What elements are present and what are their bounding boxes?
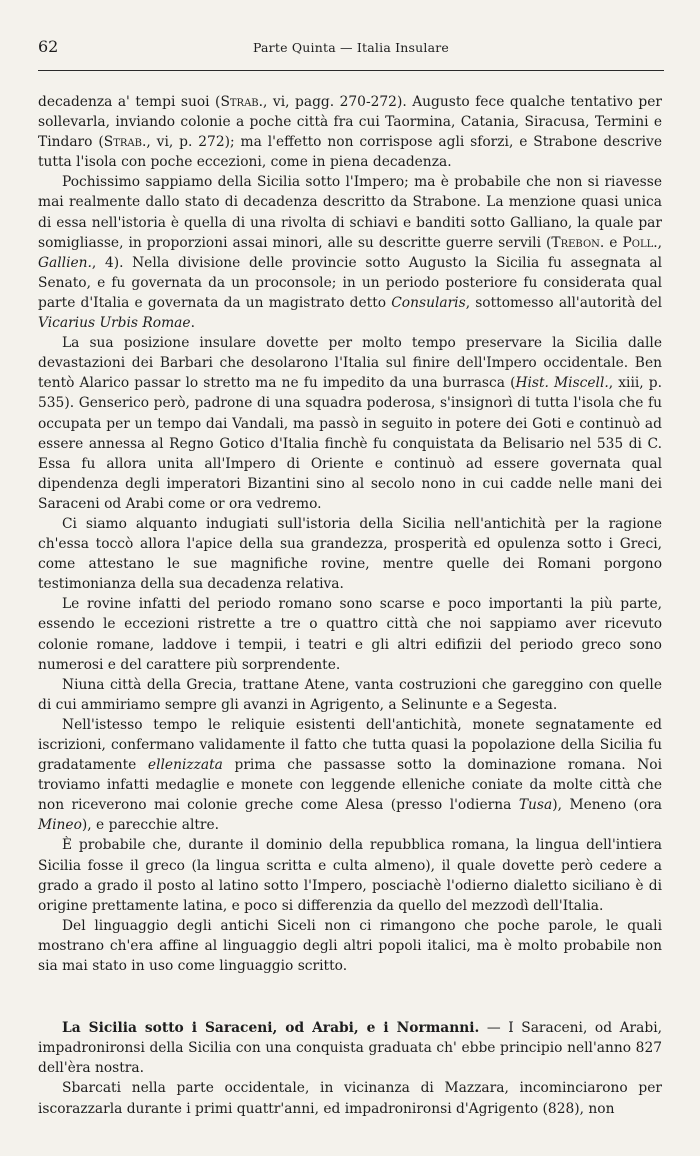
paragraph (38, 514, 662, 594)
page-number: 62 (38, 37, 59, 56)
text-run: prima che passasse sotto la dominazione romana. Noi troviamo infatti medaglie e monete con leggende elleniche coniate da molte città che non riceverono mai colonie greche come Alesa (presso l'odierna (38, 757, 663, 814)
text-run: Mineo (38, 817, 82, 834)
text-run: e (604, 234, 623, 251)
text-run: , xiii, p. 535). Genserico però, padrone di una squadra poderosa, s'insignorì di tutta l'isola che fu occupata per un tempo dai Vandali, ma passò in seguito in potere dei Goti e continuò ad essere annessa al Regno Gotico d'Italia finchè fu conquistata da Belisario nel 535 di C. Essa fu allora unita all'Impero di Oriente e continuò ad essere governata qual dipendenza degli imperatori Bizantini sino al secolo nono in cui cadde nelle mani dei Saraceni od Arabi come or ora vedremo. (38, 375, 662, 512)
text-run: Ci siamo alquanto indugiati sull'istoria della Sicilia nell'antichità per la ragione ch'essa toccò allora l'apice della sua grandezza, prosperità ed opulenza sotto i Greci, come attestano le sue magnifiche rovine, mentre quelle dei Romani porgono testimonianza della sua decadenza relativa. (38, 515, 662, 593)
text-run: Pochissimo sappiamo della Sicilia sotto l'Impero; ma è probabile che non si riavesse mai realmente dallo stato di decadenza descritto da Strabone. La menzione quasi unica di essa nell'istoria è quella di una rivolta di schiavi e banditi sotto Galliano, la quale par somigliasse, in proporzioni assai minori, alle su descritte guerre servili ( (38, 174, 662, 251)
text-run: Del linguaggio degli antichi Siceli non ci rimangono che poche parole, le quali mostrano ch'era affine al linguaggio degli altri popoli italici, ma è molto probabile non sia mai stato in uso come linguaggio scritto. (38, 917, 662, 975)
text-run: Gallien. (38, 254, 92, 271)
paragraph (38, 1018, 662, 1078)
paragraph (38, 333, 662, 514)
paragraph (38, 172, 662, 333)
text-run: Nell'istesso tempo le reliquie esistenti dell'antichità, monete segnatamente ed iscrizioni, confermano validamente il fatto che tutta quasi la popolazione della Sicilia fu gradatamente (38, 716, 662, 774)
text-run: Consularis (391, 294, 466, 311)
text-run: , sottomesso all'autorità del (465, 294, 662, 311)
paragraph (38, 715, 662, 836)
paragraph (38, 916, 662, 976)
text-run: . (190, 315, 195, 332)
text-run: La Sicilia sotto i Saraceni, od Arabi, e i Normanni. (62, 1020, 480, 1037)
text-run: Strab. (103, 134, 147, 151)
body-text (38, 92, 662, 1119)
text-run: Hist. Miscell. (515, 375, 609, 392)
text-run: ellenizzata (147, 757, 223, 774)
text-run: ), Meneno (ora (552, 797, 662, 814)
header-rule (38, 70, 664, 71)
paragraph (38, 675, 662, 715)
text-run: Poll. (622, 234, 658, 251)
text-run: Vicarius Urbis Romae (38, 315, 191, 332)
text-run: Trebon. (551, 234, 605, 251)
text-run: Sbarcati nella parte occidentale, in vicinanza di Mazzara, incominciarono per iscorazzarla durante i primi quattr'anni, ed impadronironsi d'Agrigento (828), non (38, 1080, 662, 1117)
text-run: Strab. (220, 94, 264, 110)
page-header (38, 34, 664, 60)
text-run: È probabile che, durante il dominio della repubblica romana, la lingua dell'intiera Sicilia fosse il greco (la lingua scritta e culta almeno), il quale dovette però cedere a grado a grado il posto al latino sotto l'Impero, posciachè l'odierno dialetto siciliano è di origine prettamente latina, e poco si differenzia da quello del mezzodì dell'Italia. (38, 837, 662, 914)
paragraph (38, 92, 662, 172)
paragraph (38, 1078, 662, 1118)
text-run: Niuna città della Grecia, trattane Atene, vanta costruzioni che gareggino con quelle di cui ammiriamo sempre gli avanzi in Agrigento, a Selinunte e a Segesta. (38, 676, 662, 713)
text-run: decadenza a' tempi suoi ( (38, 94, 221, 110)
paragraph (38, 835, 662, 915)
paragraph (38, 594, 662, 674)
text-run: ), e parecchie altre. (81, 817, 220, 834)
text-run: — I Saraceni, od Arabi, impadronironsi della Sicilia con una conquista graduata ch' ebbe principio nell'anno 827 dell'èra nostra. (38, 1020, 662, 1077)
text-run: Le rovine infatti del periodo romano sono scarse e poco importanti la più parte, essendo le eccezioni ristrette a tre o quattro città che noi sappiamo aver ricevuto colonie romane, laddove i tempii, i teatri e gli altri edifizii del periodo greco sono numerosi e del carattere più sorprendente. (38, 596, 662, 673)
running-head: Parte Quinta — Italia Insulare (252, 40, 450, 55)
text-run: , 4). Nella divisione delle provincie sotto Augusto la Sicilia fu assegnata al Senato, e fu governata da un proconsole; in un periodo posteriore fu considerata qual parte d'Italia e governata da un magistrato detto (38, 254, 662, 311)
text-run: Tusa (518, 797, 553, 814)
text-run: , (657, 234, 663, 251)
text-run: , vi, p. 272); ma l'effetto non corrispose agli sforzi, e Strabone descrive tutta l'isola con poche eccezioni, come in piena decadenza. (38, 134, 662, 171)
text-run: , vi, pagg. 270-272). Augusto fece qualche tentativo per sollevarla, inviando colonie a poche città fra cui Taormina, Catania, Siracusa, Termini e Tindaro ( (38, 94, 662, 151)
text-run: La sua posizione insulare dovette per molto tempo preservare la Sicilia dalle devastazioni dei Barbari che desolarono l'Italia sul finire dell'Impero occidentale. Ben tentò Alarico passar lo stretto ma ne fu impedito da una burrasca ( (38, 335, 662, 392)
